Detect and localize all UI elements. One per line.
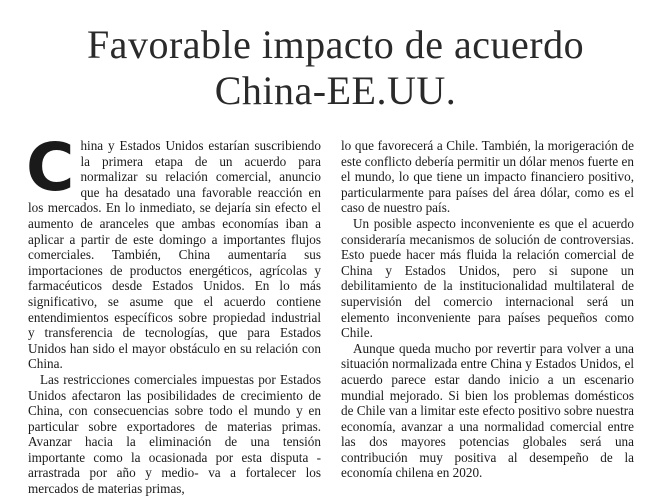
paragraph: lo que favorecerá a Chile. También, la morigeración de este conflicto debería permitir un dólar menos fuerte en el mundo, lo que tiene un impacto financiero positivo, particularmente para países del área dólar, como es el caso de nuestro país. (341, 138, 634, 216)
column-right (341, 138, 634, 481)
drop-cap: C (26, 129, 75, 206)
paragraph: Aunque queda mucho por revertir para volver a una situación normalizada entre China y Estados Unidos, el acuerdo parece estar dando inicio a un escenario mundial mejorado. Si bien los problemas domésticos de Chile van a limitar este efecto positivo sobre nuestra economía, avanzar a una normalidad comercial entre las dos mayores potencias globales será una contribución muy positiva al desempeño de la economía chilena en 2020. (341, 340, 634, 481)
column-left (26, 129, 321, 497)
headline-line-1: Favorable impacto de acuerdo (86, 22, 585, 67)
paragraph (26, 129, 321, 372)
paragraph-text: hina y Estados Unidos estarían suscribiendo la primera etapa de un acuerdo para normalizar su relación comercial, anuncio que ha desatado una favorable reacción en los mercados. En lo inmediato, se dejaría sin efecto el aumento de aranceles que ambas economías iban a aplicar a partir de este domingo a importantes flujos comerciales. También, China aumentaría sus importaciones de productos energéticos, agrícolas y farmacéuticos desde Estados Unidos. En lo más significativo, se asume que el acuerdo contiene entendimientos específicos sobre propiedad industrial y transferencia de tecnologías, que para Estados Unidos han sido el mayor obstáculo en su relación con China. (28, 138, 321, 372)
headline (0, 22, 671, 114)
paragraph: Un posible aspecto inconveniente es que el acuerdo consideraría mecanismos de solución de controversias. Esto puede hacer más fluida la relación comercial de China y Estados Unidos, pero si supone un debilitamiento de la institucionalidad multilateral de supervisión del comercio internacional será un elemento inconveniente para países pequeños como Chile. (341, 215, 634, 341)
headline-line-2: China-EE.UU. (214, 68, 457, 113)
paragraph: Las restricciones comerciales impuestas por Estados Unidos afectaron las posibilidades de crecimiento de China, con consecuencias sobre todo el mundo y en particular sobre exportadores de materias primas. Avanzar hacia la eliminación de una tensión importante como la ocasionada por esta disputa -arrastrada por año y medio- va a fortalecer los mercados de materias primas, (28, 371, 321, 497)
